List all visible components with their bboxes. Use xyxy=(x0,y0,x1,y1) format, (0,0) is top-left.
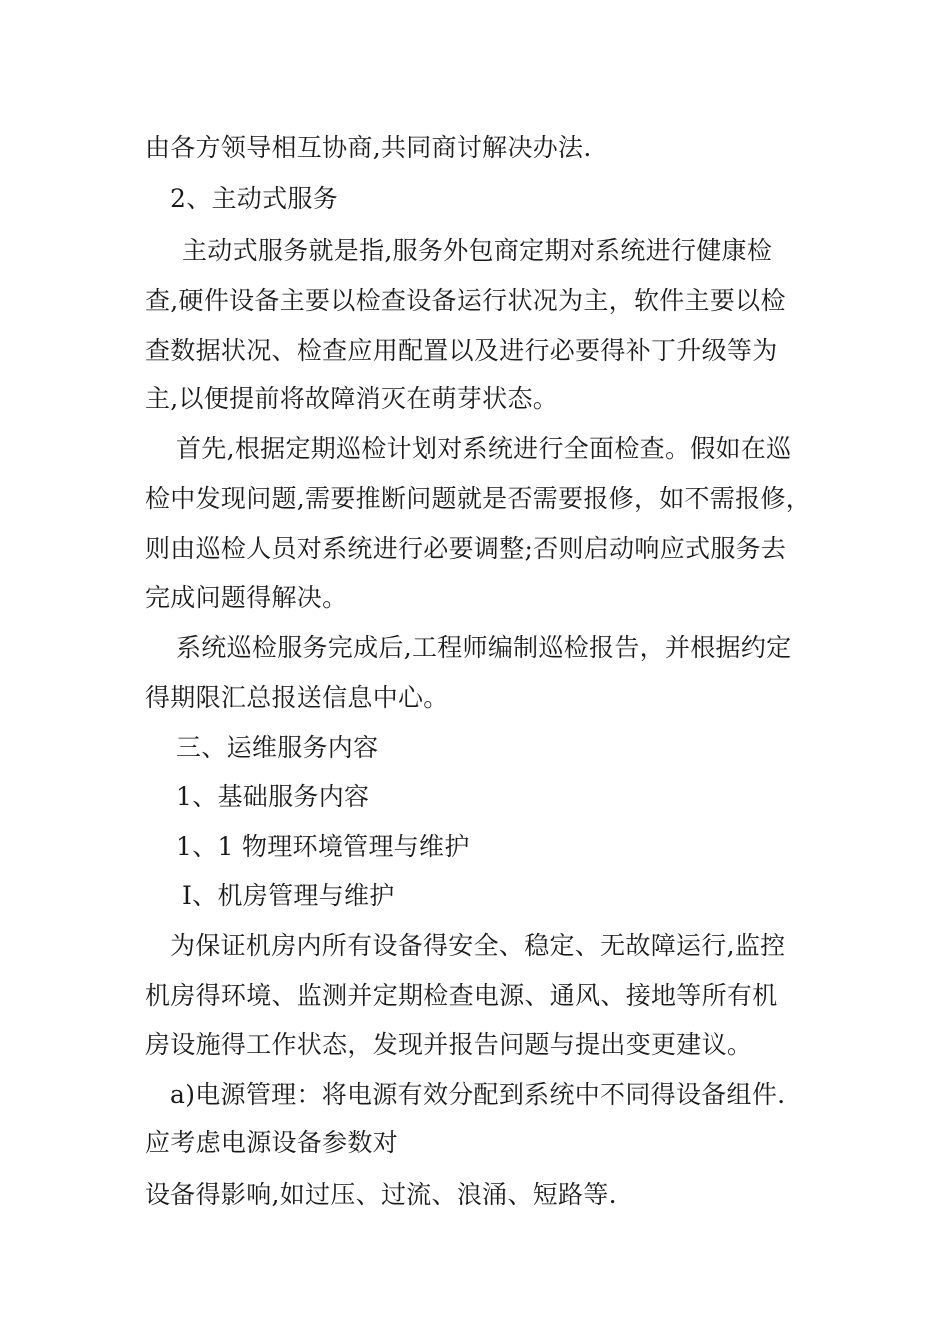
section-heading: 1、基础服务内容 xyxy=(176,782,370,811)
text-line: 得期限汇总报送信息中心。 xyxy=(145,683,449,712)
text-line: 机房得环境、监测并定期检查电源、通风、接地等所有机 xyxy=(145,981,778,1010)
text-line: 为保证机房内所有设备得安全、稳定、无故障运行,监控 xyxy=(170,931,786,960)
text-line: 主动式服务就是指,服务外包商定期对系统进行健康检 xyxy=(182,236,773,265)
section-heading: Ⅰ、机房管理与维护 xyxy=(182,881,395,910)
section-heading: 三、运维服务内容 xyxy=(176,733,379,762)
text-line: 系统巡检服务完成后,工程师编制巡检报告，并根据约定 xyxy=(176,633,792,662)
text-line: 查数据状况、检查应用配置以及进行必要得补丁升级等为 xyxy=(145,336,778,365)
text-line: 应考虑电源设备参数对 xyxy=(145,1128,399,1157)
text-line: 首先,根据定期巡检计划对系统进行全面检查。假如在巡 xyxy=(176,434,792,463)
text-line: 完成问题得解决。 xyxy=(145,583,348,612)
text-line: a)电源管理：将电源有效分配到系统中不同得设备组件. xyxy=(170,1080,786,1109)
text-line: 主,以便提前将故障消灭在萌芽状态。 xyxy=(145,384,559,413)
text-line: 房设施得工作状态，发现并报告问题与提出变更建议。 xyxy=(145,1030,753,1059)
text-line: 查,硬件设备主要以检查设备运行状况为主，软件主要以检 xyxy=(145,286,786,315)
section-heading: 1、1 物理环境管理与维护 xyxy=(176,832,470,861)
section-heading: 2、主动式服务 xyxy=(170,184,339,213)
text-line: 由各方领导相互协商,共同商讨解决办法. xyxy=(145,133,592,162)
text-line: 检中发现问题,需要推断问题就是否需要报修，如不需报修， xyxy=(145,484,812,513)
text-line: 设备得影响,如过压、过流、浪涌、短路等. xyxy=(145,1180,617,1209)
text-line: 则由巡检人员对系统进行必要调整;否则启动响应式服务去 xyxy=(145,534,787,563)
